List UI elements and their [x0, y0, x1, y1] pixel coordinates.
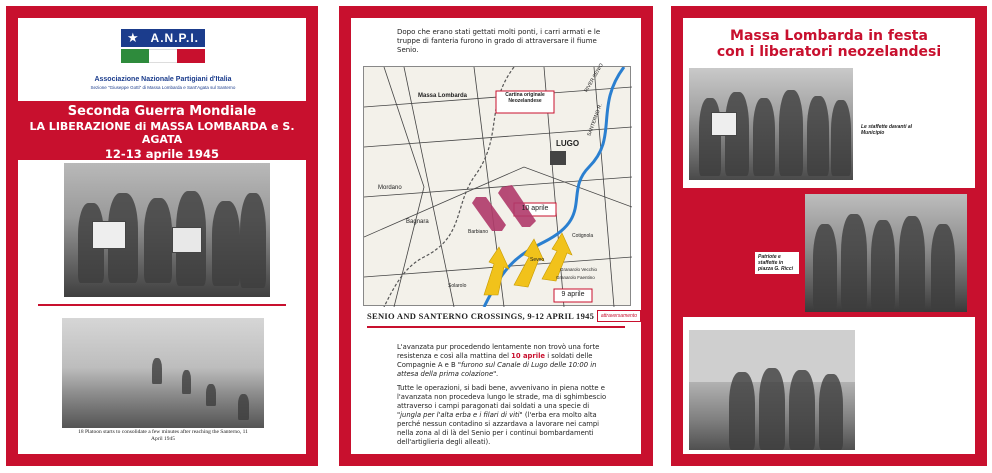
map-title: SENIO AND SANTERNO CROSSINGS, 9-12 APRIL 1945 — [367, 311, 595, 321]
caption-piazza: Patriote e staffette in piazza G. Ricci — [755, 252, 799, 274]
map-tag: attraversamento — [597, 310, 641, 322]
map-place: LUGO — [556, 139, 580, 148]
map-place: Seveo — [530, 257, 545, 263]
body-text-run: i soldati delle Compagnie A e B — [397, 352, 593, 369]
body-paragraph-2 — [397, 384, 613, 447]
page-panel-1 — [6, 6, 318, 466]
page-1-content — [18, 18, 306, 454]
page-title: Seconda Guerra Mondiale — [67, 104, 257, 119]
body-date: 10 aprile — [511, 352, 546, 360]
photo-street — [689, 330, 855, 450]
map-place: SANTERNO R. — [586, 102, 604, 138]
photo-caption: 18 Platoon starts to consolidate a few minutes after reaching the Santerno, 11 April 1945 — [78, 429, 248, 442]
page-title — [683, 28, 975, 60]
photo-piazza — [805, 194, 967, 312]
caption-town-hall: Le staffette davanti al Municipio — [861, 124, 913, 136]
crossing-map — [363, 62, 631, 306]
body-quote: "jungla per l'alta erba e i filari di viti" — [397, 411, 523, 419]
page-panel-2 — [339, 6, 653, 466]
map-place: RIVER SENIO — [583, 62, 605, 94]
map-place: Bagnara — [406, 219, 429, 225]
map-place: Granarolo Vecchio — [560, 267, 598, 272]
logo-text: A.N.P.I. — [121, 29, 205, 47]
page-2-content — [351, 18, 641, 454]
photo-platoon — [62, 318, 264, 428]
divider — [38, 304, 286, 306]
map-place: Mordano — [378, 185, 402, 191]
map-original-label: Cartina originale Neozelandese — [505, 92, 545, 104]
page-dates: 12-13 aprile 1945 — [104, 147, 220, 161]
star-icon: ★ — [127, 30, 139, 45]
map-place: Solarolo — [448, 283, 467, 289]
page-3-content — [683, 18, 975, 454]
body-text-run: Tutte le operazioni, si badi bene, avvenivano in piena notte e l'avanzata non procedeva lungo le strade, ma di sghimbescio attraverso i campi paragonati dai soldati a una specie di — [397, 384, 607, 410]
map-place: Granarolo Faentino — [556, 275, 595, 280]
photo-town-hall — [689, 68, 853, 180]
intro-text: Dopo che erano stati gettati molti ponti, i carri armati e le truppe di fanteria furono in grado di attraversare il fiume Senio. — [397, 28, 601, 54]
association-name: Associazione Nazionale Partigiani d'Italia — [94, 76, 232, 83]
photo-partisans-flags — [64, 163, 270, 297]
body-text — [397, 343, 613, 452]
divider — [367, 326, 625, 328]
body-text-run: L'avanzata pur procedendo lentamente non trovò una forte resistenza e così alla mattina del — [397, 343, 600, 360]
map-place: Cotignola — [572, 233, 594, 239]
flag-icon — [121, 49, 205, 63]
map-label-10: 10 aprile — [521, 205, 549, 212]
map-place: Barbiano — [468, 229, 489, 235]
map-place: Massa Lombarda — [418, 93, 468, 99]
title-line-1: Massa Lombarda in festa — [730, 28, 928, 44]
page-panel-3 — [671, 6, 987, 466]
body-paragraph-1 — [397, 343, 613, 379]
map-footer — [367, 310, 641, 324]
title-line-2: con i liberatori neozelandesi — [716, 44, 942, 60]
body-quote: "furono sul Canale di Lugo delle 10:00 in attesa della prima colazione". — [397, 361, 597, 378]
page-subtitle: LA LIBERAZIONE di MASSA LOMBARDA e S. AGATA — [29, 120, 295, 146]
map-label-9: 9 aprile — [561, 291, 585, 298]
anpi-logo — [121, 29, 205, 71]
title-band — [18, 101, 306, 160]
association-section: Sezione "Giuseppe Gotti" di Massa Lombarda e Sant'Agata sul Santerno — [90, 85, 236, 90]
body-text-run: (l'erba era molto alta perché nessun contadino si azzardava a lavorare nei campi nella zona al di là del Senio per i continui bombardamenti dell'artiglieria degli alleati). — [397, 411, 600, 446]
